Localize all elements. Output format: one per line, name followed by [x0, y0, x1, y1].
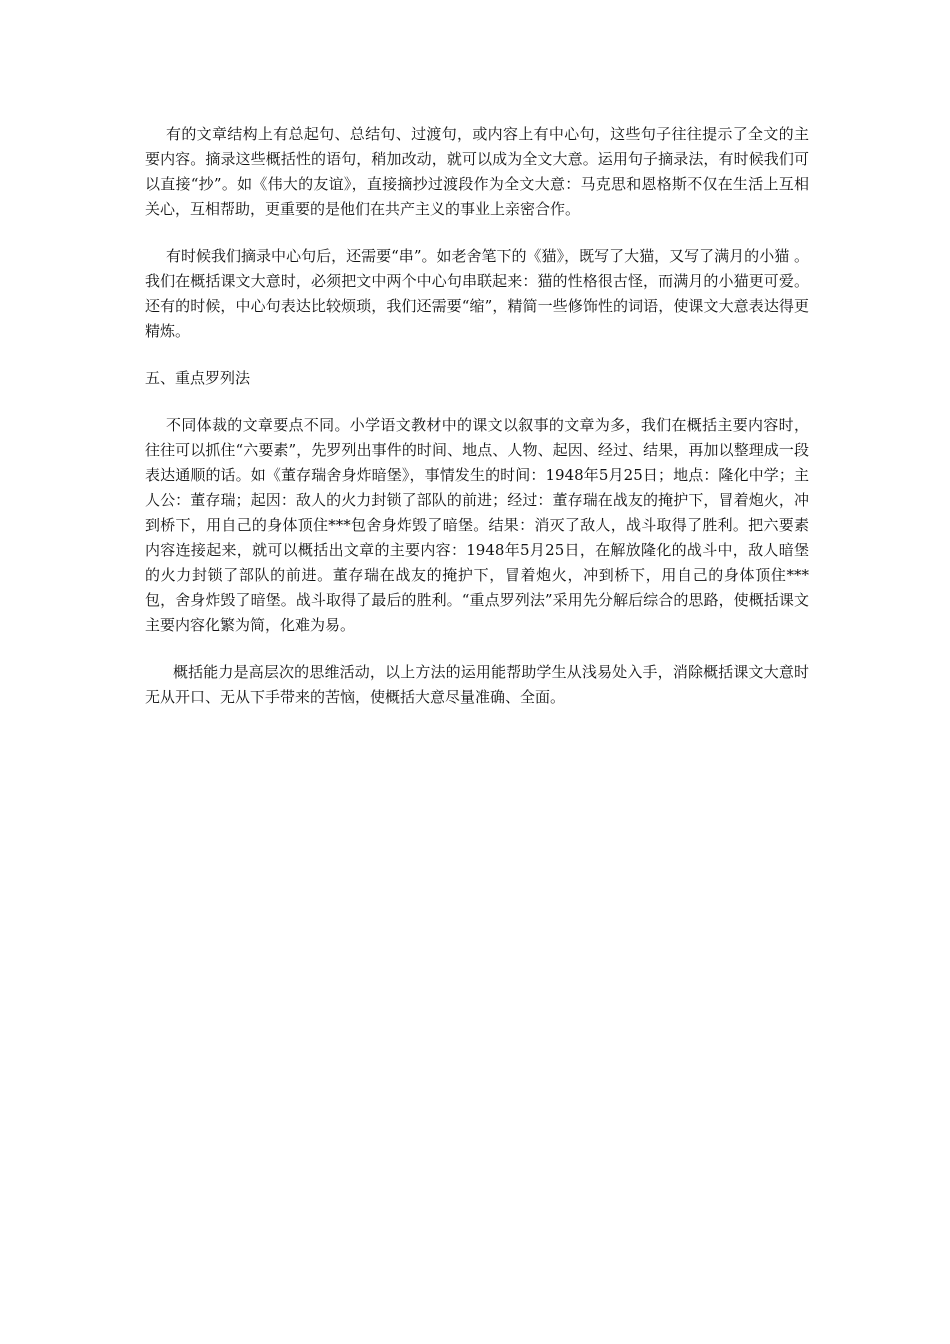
section-heading: 五、重点罗列法	[145, 369, 251, 387]
paragraph-key-points-listing: 不同体裁的文章要点不同。小学语文教材中的课文以叙事的文章为多，我们在概括主要内容时，往往可以抓住“六要素”，先罗列出事件的时间、地点、人物、起因、经过、结果，再加以整理成一段表达通顺的话。如《董存瑞舍身炸暗堡》，事情发生的时间：1948年5月25日；地点：隆化中学；主人公：董存瑞；起因：敌人的火力封锁了部队的前进；经过：董存瑞在战友的掩护下，冒着炮火，冲到桥下，用自己的身体顶住***包舍身炸毁了暗堡。结果：消灭了敌人，战斗取得了胜利。把六要素内容连接起来，就可以概括出文章的主要内容：1948年5月25日，在解放隆化的战斗中，敌人暗堡的火力封锁了部队的前进。董存瑞在战友的掩护下，冒着炮火，冲到桥下，用自己的身体顶住***包，舍身炸毁了暗堡。战斗取得了最后的胜利。“重点罗列法”采用先分解后综合的思路，使概括课文主要内容化繁为简，化难为易。	[145, 416, 809, 634]
paragraph-string-and-shrink: 有时候我们摘录中心句后，还需要“串”。如老舍笔下的《猫》，既写了大猫，又写了满月的小猫 。我们在概括课文大意时，必须把文中两个中心句串联起来：猫的性格很古怪，而满月的小猫更可爱。还有的时候，中心句表达比较烦琐，我们还需要“缩”，精简一些修饰性的词语，使课文大意表达得更精炼。	[145, 247, 809, 340]
document-body	[145, 122, 809, 732]
paragraph-sentence-extraction: 有的文章结构上有总起句、总结句、过渡句，或内容上有中心句，这些句子往往提示了全文的主要内容。摘录这些概括性的语句，稍加改动，就可以成为全文大意。运用句子摘录法，有时候我们可以直接“抄”。如《伟大的友谊》，直接摘抄过渡段作为全文大意：马克思和恩格斯不仅在生活上互相关心，互相帮助，更重要的是他们在共产主义的事业上亲密合作。	[145, 125, 809, 218]
paragraph-conclusion: 概括能力是高层次的思维活动，以上方法的运用能帮助学生从浅易处入手，消除概括课文大意时无从开口、无从下手带来的苦恼，使概括大意尽量准确、全面。	[145, 663, 809, 706]
